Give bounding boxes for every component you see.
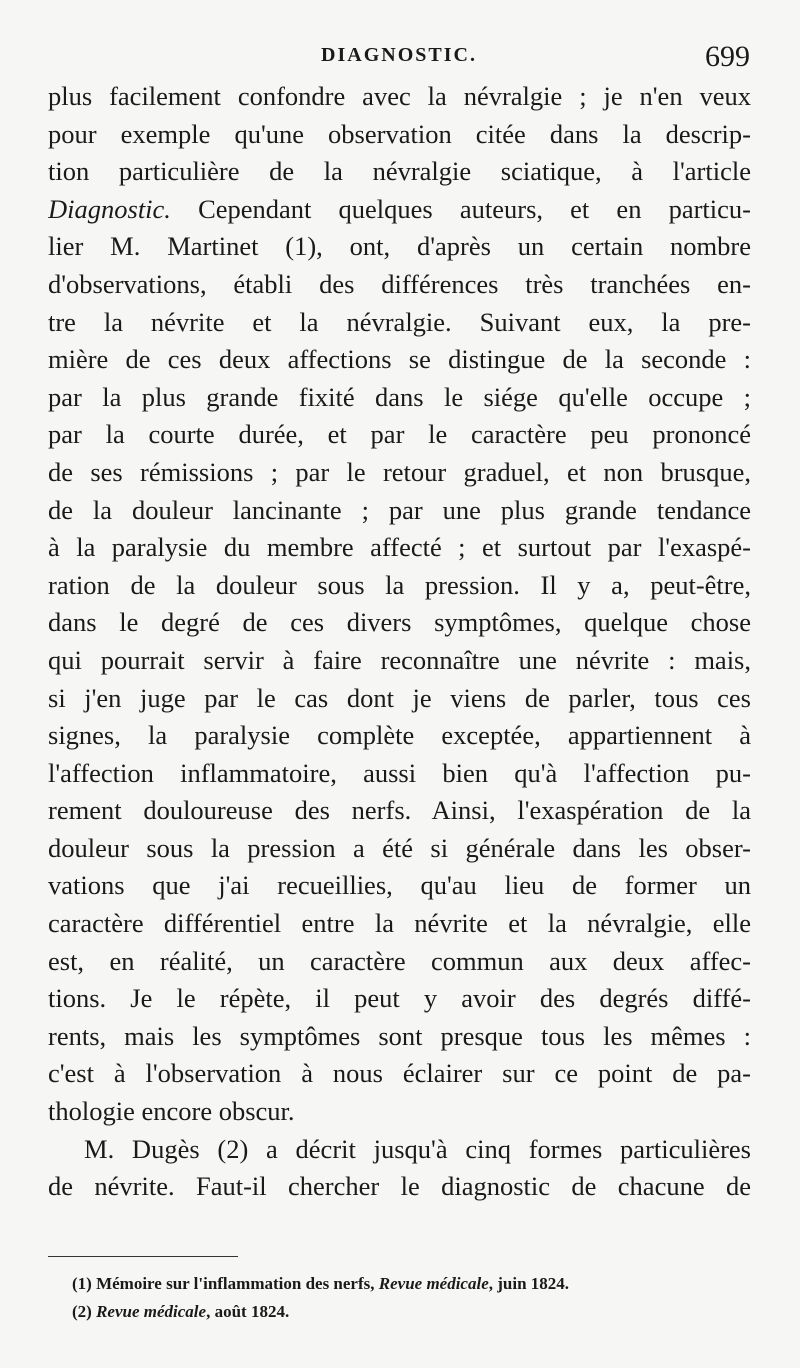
text-line: mière de ces deux affections se distingue de la seconde : — [48, 344, 751, 375]
text-line: par la courte durée, et par le caractère peu prononcé — [48, 419, 751, 450]
text-line: est, en réalité, un caractère commun aux deux affec- — [48, 945, 751, 976]
footnote-source: Revue médicale — [378, 1274, 489, 1293]
text-line: M. Dugès (2) a décrit jusqu'à cinq formes particulières — [84, 1133, 751, 1164]
text-line: de ses rémissions ; par le retour graduel, et non brusque, — [48, 456, 751, 487]
text-line: tion particulière de la névralgie sciatique, à l'article — [48, 156, 751, 187]
footnote-1 — [72, 1270, 752, 1298]
text-line: rents, mais les symptômes sont presque tous les mêmes : — [48, 1020, 751, 1051]
text-line: douleur sous la pression a été si générale dans les obser- — [48, 832, 751, 863]
text-line: de la douleur lancinante ; par une plus grande tendance — [48, 494, 751, 525]
text-line: lier M. Martinet (1), ont, d'après un certain nombre — [48, 231, 751, 262]
text-line: Diagnostic. Cependant quelques auteurs, et en particu- — [48, 193, 751, 224]
footnote-rule — [48, 1256, 238, 1257]
text-line: à la paralysie du membre affecté ; et surtout par l'exaspé- — [48, 532, 751, 563]
text-line: par la plus grande fixité dans le siége qu'elle occupe ; — [48, 381, 751, 412]
text-line: caractère différentiel entre la névrite et la névralgie, elle — [48, 908, 751, 939]
text-line: si j'en juge par le cas dont je viens de parler, tous ces — [48, 682, 751, 713]
running-title: DIAGNOSTIC. — [321, 44, 477, 66]
footnote-2 — [72, 1298, 752, 1326]
page-header — [48, 40, 750, 80]
footnote-mark: (2) — [72, 1302, 92, 1321]
footnote-text: Mémoire sur l'inflammation des nerfs, — [96, 1274, 379, 1293]
text-line: thologie encore obscur. — [48, 1096, 295, 1127]
text-line: l'affection inflammatoire, aussi bien qu'à l'affection pu- — [48, 757, 751, 788]
text-line: rement douloureuse des nerfs. Ainsi, l'exaspération de la — [48, 795, 751, 826]
footnotes — [72, 1270, 752, 1326]
text-line: d'observations, établi des différences très tranchées en- — [48, 268, 751, 299]
text-line: c'est à l'observation à nous éclairer sur ce point de pa- — [48, 1058, 751, 1089]
text-line: plus facilement confondre avec la névralgie ; je n'en veux — [48, 81, 751, 111]
text-line: dans le degré de ces divers symptômes, quelque chose — [48, 607, 751, 638]
text-line: de névrite. Faut-il chercher le diagnostic de chacune de — [48, 1171, 751, 1202]
text-line: vations que j'ai recueillies, qu'au lieu de former un — [48, 870, 751, 901]
text-line: signes, la paralysie complète exceptée, appartiennent à — [48, 720, 751, 751]
body-text — [48, 78, 751, 1206]
page-number: 699 — [705, 40, 750, 73]
text-line: pour exemple qu'une observation citée dans la descrip- — [48, 118, 751, 149]
text-line: tre la névrite et la névralgie. Suivant eux, la pre- — [48, 306, 751, 337]
footnote-date: , juin 1824. — [488, 1274, 570, 1293]
footnote-date: , août 1824. — [206, 1302, 290, 1321]
footnote-mark: (1) — [72, 1274, 92, 1293]
text-line: tions. Je le répète, il peut y avoir des degrés diffé- — [48, 983, 751, 1014]
text-line: ration de la douleur sous la pression. Il y a, peut-être, — [48, 569, 751, 600]
footnote-source: Revue médicale — [96, 1302, 207, 1321]
italic-term: Diagnostic. — [48, 193, 171, 224]
text-line: qui pourrait servir à faire reconnaître une névrite : mais, — [48, 644, 751, 675]
